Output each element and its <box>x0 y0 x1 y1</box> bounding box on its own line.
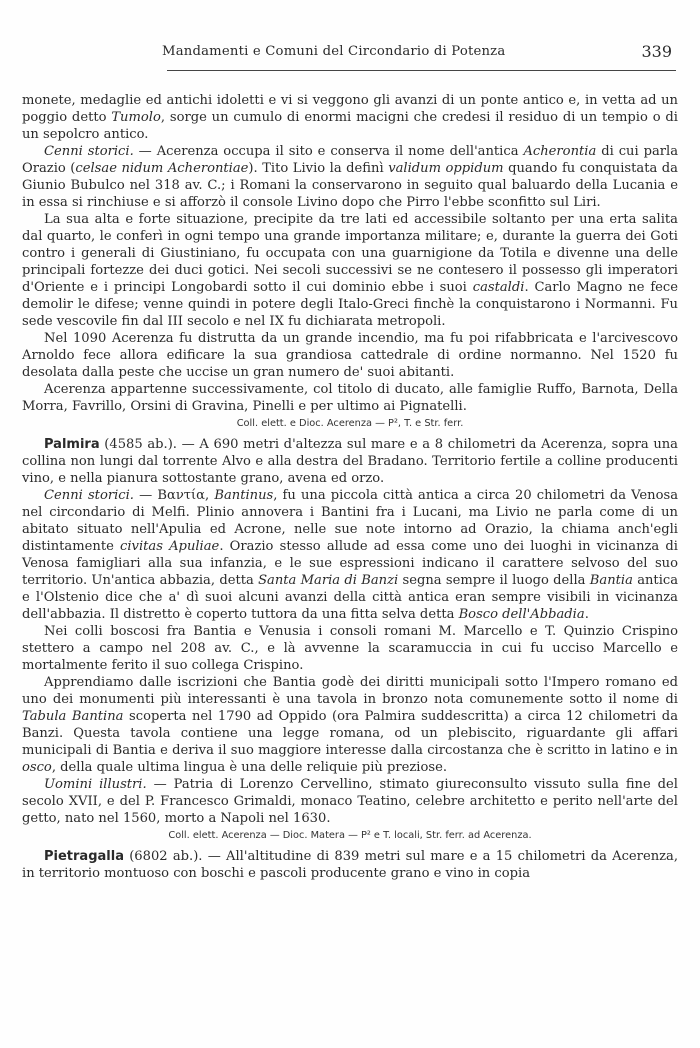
place-heading-palmira: Palmira <box>44 437 100 452</box>
italic-term: Tumolo <box>111 110 161 125</box>
italic-term: Acherontia <box>523 144 597 159</box>
acerenza-paragraph-1: monete, medaglie ed antichi idoletti e vi si veggono gli avanzi di un ponte antico e, in vetta ad un poggio detto Tumolo, sorge un cumulo di enormi macigni che credesi il residuo di un tempio o di un sepolcro antico. <box>22 93 678 142</box>
section-label: Uomini illustri. <box>44 777 147 792</box>
italic-term: Bantinus <box>214 488 274 503</box>
italic-term: Bantia <box>589 573 633 588</box>
palmira-intro: Palmira (4585 ab.). — A 690 metri d'altezza sul mare e a 8 chilometri da Acerenza, sopra una collina non lungi dal torrente Alvo e alla destra del Bradano. Territorio fertile a colline producenti vino, e nella pianura sottostante grano, avena ed orzo. <box>22 437 678 486</box>
acerenza-paragraph-3: La sua alta e forte situazione, precipite da tre lati ed accessibile soltanto per una erta salita dal quarto, le conferì in ogni tempo una grande importanza militare; e, durante la guerra dei Goti contro i generali di Giustiniano, fu occupata con una guarnigione da Totila e divenne una delle principali fortezze dei duci gotici. Nei secoli successivi se ne contesero il possesso gli imperatori d'Oriente e i principi Longobardi sotto il cui dominio ebbe i suoi castaldi. Carlo Magno ne fece demolir le difese; venne quindi in potere degli Italo-Greci finchè la conquistarono i Normanni. Fu sede vescovile fin dal III secolo e nel IX fu dichiarata metropoli. <box>22 212 678 329</box>
palmira-paragraph-4: Apprendiamo dalle iscrizioni che Bantia godè dei diritti municipali sotto l'Impero romano ed uno dei monumenti più interessanti è una tavola in bronzo nota comunemente sotto il nome di Tabula Bantina scoperta nel 1790 ad Oppido (ora Palmira suddescritta) a circa 12 chilometri da Banzi. Questa tavola contiene una legge romana, od un plebiscito, riguardante gli affari municipali di Bantia e deriva il suo maggiore interesse dalla circostanza che è scritto in latino e in osco, della quale ultima lingua è una delle reliquie più preziose. <box>22 675 678 775</box>
italic-term: castaldi <box>472 280 525 295</box>
place-heading-pietragalla: Pietragalla <box>44 849 124 864</box>
acerenza-collegio-note: Coll. elett. e Dioc. Acerenza — P², T. e Str. ferr. <box>236 418 464 429</box>
acerenza-paragraph-4: Nel 1090 Acerenza fu distrutta da un grande incendio, ma fu poi rifabbricata e l'arcivescovo Arnoldo fece allora edificare la sua grandiosa cattedrale di ordine normanno. Nel 1520 fu desolata dalla peste che uccise un gran numero de' suoi abitanti. <box>22 331 678 380</box>
italic-term: validum oppidum <box>388 161 504 176</box>
section-label: Cenni storici. <box>44 144 134 159</box>
italic-term: Tabula Bantina <box>22 709 124 724</box>
acerenza-paragraph-5: Acerenza appartenne successivamente, col titolo di ducato, alle famiglie Ruffo, Barnota, Della Morra, Favrillo, Orsini di Gravina, Pinelli e per ultimo ai Pignatelli. <box>22 382 678 414</box>
italic-term: osco <box>22 760 52 775</box>
italic-term: Santa Maria di Banzi <box>258 573 399 588</box>
section-label: Cenni storici. <box>44 488 134 503</box>
palmira-paragraph-3: Nei colli boscosi fra Bantia e Venusia i consoli romani M. Marcello e T. Quinzio Crispino stettero a campo nel 208 av. C., e là avvenne la scaramuccia in cui fu ucciso Marcello e mortalmente ferito il suo collega Crispino. <box>22 624 678 673</box>
italic-term: civitas Apuliae <box>120 539 220 554</box>
pietragalla-intro: Pietragalla (6802 ab.). — All'altitudine di 839 metri sul mare e a 15 chilometri da Acerenza, in territorio montuoso con boschi e pascoli producente grano e vino in copia <box>22 849 678 881</box>
book-page <box>22 0 679 881</box>
page-header <box>22 40 678 70</box>
page-body <box>22 92 678 882</box>
palmira-uomini-illustri: Uomini illustri. — Patria di Lorenzo Cervellino, stimato giureconsulto vissuto sulla fine del secolo XVII, e del P. Francesco Grimaldi, monaco Teatino, celebre architetto e perito nell'arte del getto, nato nel 1560, morto a Napoli nel 1630. <box>22 777 678 826</box>
greek-term: Βαντία <box>157 488 206 503</box>
italic-term: Bosco dell'Abbadia <box>458 607 585 622</box>
palmira-collegio-note: Coll. elett. Acerenza — Dioc. Matera — P² e T. locali, Str. ferr. ad Acerenza. <box>168 830 532 841</box>
acerenza-cenni-storici: Cenni storici. — Acerenza occupa il sito e conserva il nome dell'antica Acherontia di cui parla Orazio (celsae nidum Acherontiae). Tito Livio la definì validum oppidum quando fu conquistata da Giunio Bubulco nel 318 av. C.; i Romani la conservarono in seguito qual baluardo della Lucania e in essa si rinchiuse e si afforzò il console Livino dopo che Pirro l'ebbe sconfitto sul Liri. <box>22 144 679 210</box>
running-title: Mandamenti e Comuni del Circondario di Potenza <box>162 44 506 59</box>
palmira-cenni-storici: Cenni storici. — Βαντία, Bantinus, fu una piccola città antica a circa 20 chilometri da Venosa nel circondario di Melfi. Plinio annovera i Bantini fra i Lucani, ma Livio ne parla come di un abitato situato nell'Apulia ed Acrone, nelle sue note intorno ad Orazio, la chiama anch'egli distintamente civitas Apuliae. Orazio stesso allude ad essa come uno dei luoghi in vicinanza di Venosa famigliari alla sua infanzia, e le sue espressioni indicano il carattere selvoso del suo territorio. Un'antica abbazia, detta Santa Maria di Banzi segna sempre il luogo della Bantia antica e l'Olstenio dice che a' dì suoi alcuni avanzi della città antica eran sempre visibili in vicinanza dell'abbazia. Il distretto è coperto tuttora da una fitta selva detta Bosco dell'Abbadia. <box>22 488 679 622</box>
header-rule <box>167 70 676 71</box>
italic-term: celsae nidum Acherontiae <box>75 161 249 176</box>
page-number: 339 <box>641 42 672 61</box>
